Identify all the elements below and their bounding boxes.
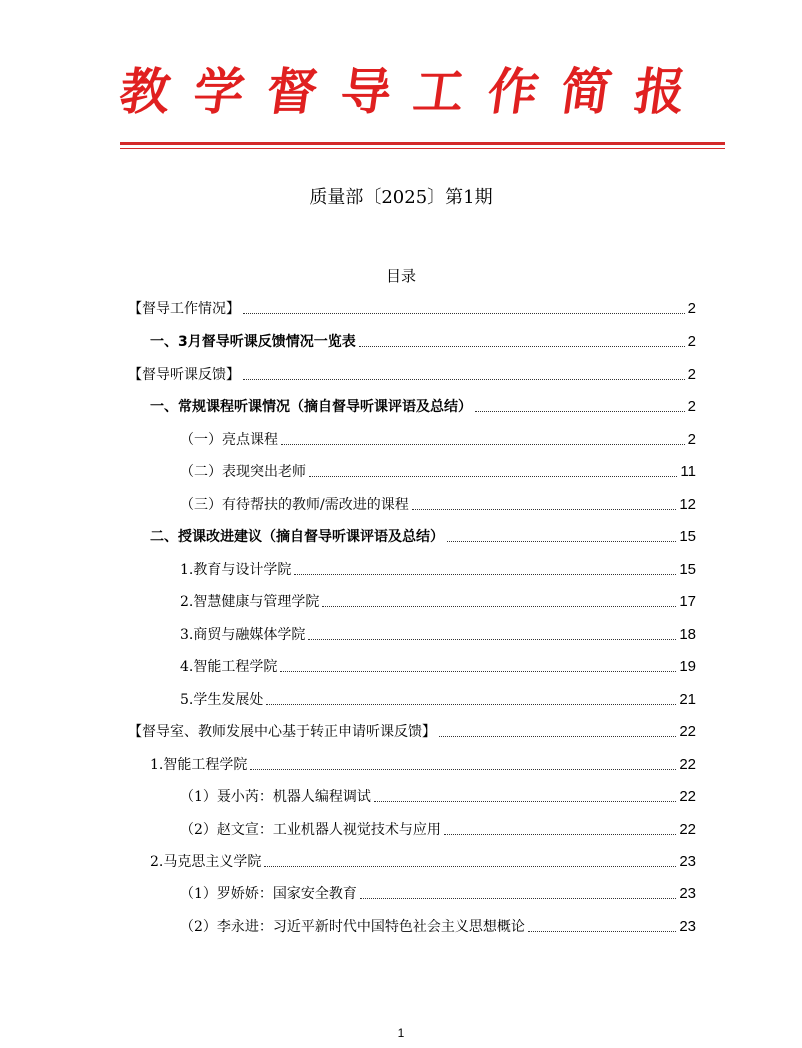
toc-entry-label: 二、授课改进建议（摘自督导听课评语及总结） xyxy=(150,529,444,545)
masthead-char: 报 xyxy=(630,62,690,121)
masthead-title xyxy=(115,62,690,122)
toc-leader xyxy=(360,898,676,899)
toc-leader xyxy=(475,411,685,412)
toc-entry-label: 2.智慧健康与管理学院 xyxy=(180,594,320,610)
toc-entry[interactable] xyxy=(128,296,696,318)
toc-leader xyxy=(412,509,677,510)
toc-entry-label: 1.智能工程学院 xyxy=(150,757,248,773)
toc-entry[interactable] xyxy=(150,752,696,774)
toc-leader xyxy=(280,671,676,672)
toc-entry[interactable] xyxy=(180,784,696,806)
masthead-char: 教 xyxy=(115,62,175,121)
toc-entry-page: 15 xyxy=(679,528,696,545)
toc-entry-label: 【督导工作情况】 xyxy=(128,301,240,317)
toc-entry[interactable] xyxy=(180,817,696,839)
toc-leader xyxy=(294,574,676,575)
masthead-char: 导 xyxy=(336,62,395,121)
toc-entry-page: 2 xyxy=(687,366,696,383)
toc-entry[interactable] xyxy=(180,557,696,579)
toc-entry-page: 15 xyxy=(679,561,696,578)
toc-leader xyxy=(243,379,685,380)
toc-entry[interactable] xyxy=(180,427,696,449)
toc-leader xyxy=(264,866,676,867)
toc-heading: 目录 xyxy=(385,267,416,285)
toc-entry-label: 3.商贸与融媒体学院 xyxy=(180,627,306,643)
toc-entry-label: （1）罗娇娇：国家安全教育 xyxy=(180,886,357,902)
toc-leader xyxy=(250,769,676,770)
toc-entry-label: 2.马克思主义学院 xyxy=(150,854,262,870)
toc-entry-label: 【督导听课反馈】 xyxy=(128,367,240,383)
toc-entry[interactable] xyxy=(180,914,696,936)
toc-entry-page: 2 xyxy=(687,300,696,317)
toc-entry[interactable] xyxy=(180,687,696,709)
toc-entry-page: 22 xyxy=(679,723,696,740)
toc-entry-label: （2）李永进：习近平新时代中国特色社会主义思想概论 xyxy=(180,919,525,935)
toc-leader xyxy=(528,931,676,932)
toc-entry-label: （2）赵文宣：工业机器人视觉技术与应用 xyxy=(180,822,441,838)
toc-entry-label: （1）聂小芮：机器人编程调试 xyxy=(180,789,371,805)
masthead-char: 作 xyxy=(483,62,543,121)
toc-leader xyxy=(439,736,676,737)
toc-leader xyxy=(359,346,685,347)
toc-entry[interactable] xyxy=(128,719,696,741)
toc-leader xyxy=(444,834,676,835)
masthead-char: 督 xyxy=(263,62,322,121)
toc-entry[interactable] xyxy=(128,362,696,384)
toc-entry-page: 18 xyxy=(679,626,696,643)
toc-entry[interactable] xyxy=(150,849,696,871)
toc-entry-page: 21 xyxy=(679,691,696,708)
toc-entry-label: 一、常规课程听课情况（摘自督导听课评语及总结） xyxy=(150,399,472,415)
masthead-rule-thin xyxy=(120,148,725,149)
masthead-rule-thick xyxy=(120,142,725,145)
toc-entry-page: 23 xyxy=(679,885,696,902)
toc-entry[interactable] xyxy=(180,881,696,903)
toc-entry-label: （二）表现突出老师 xyxy=(180,464,306,480)
toc-entry-label: 4.智能工程学院 xyxy=(180,659,278,675)
masthead-char: 学 xyxy=(189,62,248,121)
toc-entry-page: 12 xyxy=(679,496,696,513)
toc-entry[interactable] xyxy=(180,622,696,644)
page-number: 1 xyxy=(397,1026,405,1040)
toc-entry-label: 【督导室、教师发展中心基于转正申请听课反馈】 xyxy=(128,724,436,740)
masthead-char: 工 xyxy=(410,62,469,121)
toc-entry-label: 1.教育与设计学院 xyxy=(180,562,292,578)
toc-leader xyxy=(447,541,676,542)
toc-entry[interactable] xyxy=(180,589,696,611)
toc-entry-label: 5.学生发展处 xyxy=(180,692,264,708)
toc-entry[interactable] xyxy=(180,654,696,676)
masthead-char: 简 xyxy=(557,62,616,121)
toc-leader xyxy=(309,476,677,477)
toc-entry-page: 2 xyxy=(687,431,696,448)
toc-entry-page: 11 xyxy=(680,463,696,480)
toc-entry-label: （三）有待帮扶的教师/需改进的课程 xyxy=(180,497,409,513)
toc-entry-page: 22 xyxy=(679,756,696,773)
toc-leader xyxy=(266,704,676,705)
toc-entry-page: 23 xyxy=(679,853,696,870)
toc-entry[interactable] xyxy=(180,492,696,514)
toc-leader xyxy=(281,444,685,445)
toc-leader xyxy=(322,606,676,607)
toc-entry-page: 2 xyxy=(687,333,696,350)
toc-entry-label: （一）亮点课程 xyxy=(180,432,278,448)
toc-entry[interactable] xyxy=(150,329,696,351)
toc-entry-page: 22 xyxy=(679,788,696,805)
toc-entry[interactable] xyxy=(180,459,696,481)
toc-entry[interactable] xyxy=(150,524,696,546)
toc-leader xyxy=(308,639,676,640)
toc-entry-page: 2 xyxy=(687,398,696,415)
toc-leader xyxy=(243,313,685,314)
toc-entry-page: 17 xyxy=(679,593,696,610)
issue-number: 质量部〔2025〕第1期 xyxy=(309,187,493,208)
toc-entry[interactable] xyxy=(150,394,696,416)
toc-entry-page: 19 xyxy=(679,658,696,675)
toc-entry-label: 一、3月督导听课反馈情况一览表 xyxy=(150,334,356,350)
toc-leader xyxy=(374,801,676,802)
toc-entry-page: 23 xyxy=(679,918,696,935)
toc-entry-page: 22 xyxy=(679,821,696,838)
